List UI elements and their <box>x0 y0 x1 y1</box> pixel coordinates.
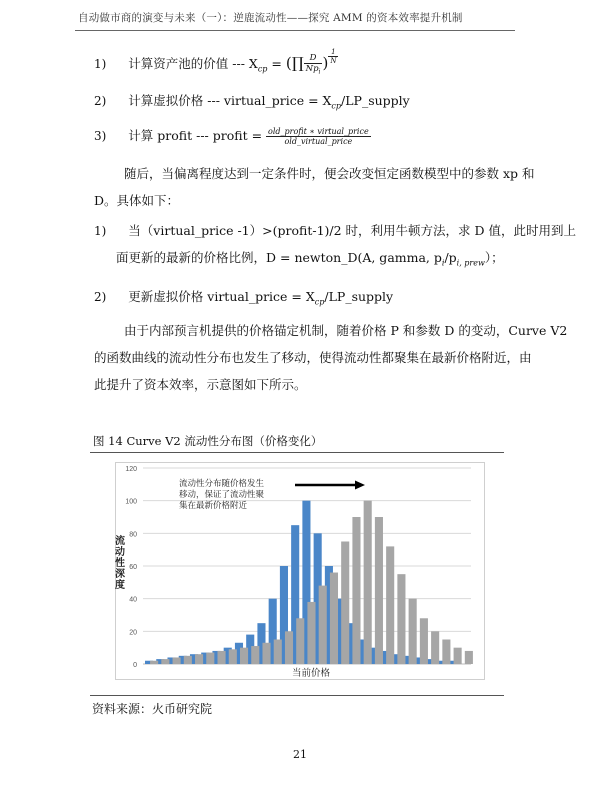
bar-series-2 <box>465 651 473 664</box>
figure-source: 资料来源：火币研究院 <box>92 702 213 716</box>
bar-series-2 <box>386 546 394 664</box>
paragraph-2-line-1: 由于内部预言机提供的价格锚定机制，随着价格 P 和参数 D 的变动，Curve V2 <box>124 323 568 338</box>
bar-series-2 <box>161 659 169 664</box>
formula-1-number: 1) <box>94 57 107 72</box>
bar-series-2 <box>184 656 192 664</box>
bar-series-2 <box>274 640 282 665</box>
bar-series-2 <box>341 542 349 665</box>
step-1-sub-2: i, prew <box>456 258 485 268</box>
bar-series-2 <box>296 618 304 664</box>
step-1-number: 1) <box>94 224 107 238</box>
y-tick-label: 0 <box>133 662 137 669</box>
step-2-tail: /LP_supply <box>324 289 394 304</box>
formula-1-frac-num: D <box>304 53 323 64</box>
step-1-line-1: 当（virtual_price -1）>(profit-1)/2 时，利用牛顿方法，求 D 值，此时用到上 <box>128 223 577 238</box>
bar-series-2 <box>251 646 259 664</box>
bar-series-2 <box>319 586 327 664</box>
bar-series-2 <box>240 648 248 664</box>
bar-series-2 <box>229 649 237 664</box>
paragraph-2-line-3: 此提升了资本效率，示意图如下所示。 <box>94 377 307 392</box>
bar-series-2 <box>442 640 450 665</box>
paragraph-1-line-1: 随后，当偏离程度达到一定条件时，便会改变恒定函数模型中的参数 xp 和 <box>124 166 535 181</box>
bar-series-2 <box>409 599 417 664</box>
formula-2-tail: /LP_supply <box>341 93 410 108</box>
header-divider <box>75 30 515 31</box>
bar-series-2 <box>364 501 372 664</box>
bar-series-2 <box>454 648 462 664</box>
bar-series-2 <box>218 651 226 664</box>
formula-1-exponent <box>328 48 338 65</box>
y-tick-label: 40 <box>129 596 137 604</box>
chart-x-axis-label: 当前价格 <box>291 668 331 679</box>
bar-series-2 <box>330 573 338 664</box>
bar-series-2 <box>352 517 360 664</box>
formula-1 <box>94 48 338 76</box>
step-1-sub-1: i <box>441 258 445 268</box>
step-1 <box>94 221 576 239</box>
formula-1-sub: cp <box>257 64 268 74</box>
bar-series-2 <box>150 661 158 664</box>
bar-series-2 <box>195 654 203 664</box>
chart-y-axis-label: 流动性深度 <box>115 536 125 591</box>
bar-series-2 <box>420 618 428 664</box>
bar-series-2 <box>262 643 270 664</box>
formula-1-frac-den-sub: i <box>318 69 321 76</box>
formula-1-eq: = <box>267 56 286 72</box>
bar-series-2 <box>375 517 383 664</box>
y-tick-label: 120 <box>125 466 137 473</box>
step-1-line-2a: 面更新的最新的价格比例，D = newton_D(A, gamma, p <box>116 250 442 265</box>
paragraph-1 <box>94 160 535 214</box>
figure-caption: 图 14 Curve V2 流动性分布图（价格变化） <box>93 434 323 448</box>
step-1-line-2c: ）； <box>484 250 504 265</box>
paragraph-2 <box>94 317 568 398</box>
formula-3-number: 3) <box>94 129 107 143</box>
formula-3-frac-den: old_virtual_price <box>284 137 353 146</box>
y-tick-label: 20 <box>129 629 137 637</box>
y-tick-label: 60 <box>129 564 137 571</box>
formula-3-label: 计算 profit --- profit = <box>128 128 267 143</box>
bar-series-2 <box>206 653 214 664</box>
annotation-line: 集在最新价格附近 <box>179 501 248 511</box>
formula-3-frac-num: old_profit ∗ virtual_price <box>268 127 369 136</box>
formula-1-close: ) <box>322 54 329 73</box>
paragraph-2-line-2: 的函数曲线的流动性分布也发生了移动，使得流动性都聚集在最新价格附近，由 <box>94 350 532 365</box>
formula-1-exp-num: 1 <box>328 48 338 57</box>
bar-series-2 <box>307 602 315 664</box>
formula-1-frac-den <box>304 64 323 76</box>
formula-2-number: 2) <box>94 94 107 108</box>
formula-1-prod: (∏ <box>285 54 304 73</box>
step-1-continuation <box>116 248 504 268</box>
formula-1-label: 计算资产池的价值 --- X <box>128 56 258 72</box>
step-2-number: 2) <box>94 290 107 304</box>
step-2 <box>94 287 393 307</box>
bar-series-2 <box>285 631 293 664</box>
figure-top-rule <box>90 452 504 453</box>
bar-series-2 <box>173 657 181 664</box>
page-number: 21 <box>293 748 307 761</box>
step-2-sub: cp <box>314 297 325 307</box>
paragraph-1-line-2: D。具体如下： <box>94 193 180 208</box>
bar-series-2 <box>431 631 439 664</box>
formula-1-frac-den-text: Np <box>305 64 319 75</box>
running-header: 自动做市商的演变与未来（一）：逆鹿流动性——探究 AMM 的资本效率提升机制 <box>78 12 463 24</box>
formula-2 <box>94 91 410 111</box>
formula-2-label: 计算虚拟价格 --- virtual_price = X <box>128 93 332 108</box>
formula-3-fraction <box>266 127 371 146</box>
step-1-line-2b: /p <box>444 250 457 265</box>
liquidity-distribution-chart <box>115 462 485 680</box>
formula-1-exp-den: N <box>330 57 337 65</box>
formula-3 <box>94 126 371 146</box>
y-tick-label: 80 <box>129 531 137 539</box>
annotation-line: 移动，保证了流动性聚 <box>179 490 265 500</box>
bar-series-2 <box>397 574 405 664</box>
y-tick-label: 100 <box>125 498 137 506</box>
formula-1-fraction <box>304 53 323 76</box>
figure-bottom-rule <box>90 695 504 696</box>
step-2-label: 更新虚拟价格 virtual_price = X <box>128 289 315 304</box>
formula-2-sub: cp <box>331 101 342 111</box>
annotation-line: 流动性分布随价格发生 <box>179 479 265 489</box>
